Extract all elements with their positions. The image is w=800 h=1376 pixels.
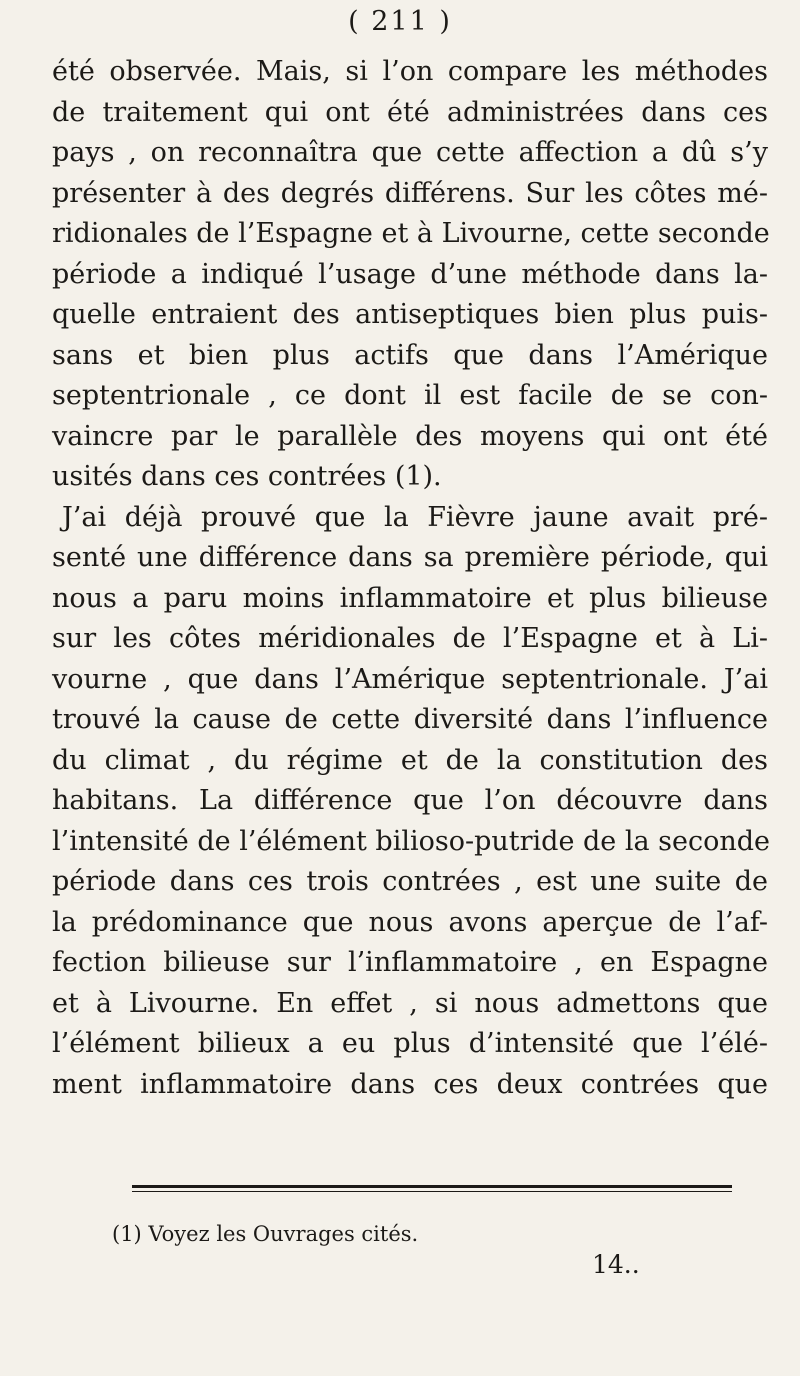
text-line: l’intensité de l’élément bilioso-putride de la seconde: [52, 825, 771, 857]
text-line: la prédominance que nous avons aperçue de l’af-: [52, 906, 768, 938]
footnote: (1) Voyez les Ouvrages cités.: [112, 1222, 419, 1246]
text-line: et à Livourne. En effet , si nous admettons que: [52, 987, 768, 1019]
text-line: senté une différence dans sa première période, qui: [52, 542, 768, 573]
text-line: sur les côtes méridionales de l’Espagne et à Li-: [52, 623, 768, 654]
text-line: du climat , du régime et de la constitution des: [52, 744, 768, 776]
text-line: habitans. La différence que l’on découvre dans: [52, 785, 768, 816]
text-line: nous a paru moins inflammatoire et plus bilieuse: [52, 582, 768, 614]
text-line: de traitement qui ont été administrées dans ces: [52, 96, 768, 128]
text-line: fection bilieuse sur l’inflammatoire , en Espagne: [52, 947, 768, 978]
text-line: ment inflammatoire dans ces deux contrées que: [52, 1068, 768, 1100]
page-number: ( 211 ): [348, 6, 452, 37]
text-line: été observée. Mais, si l’on compare les méthodes: [52, 56, 768, 87]
text-line: ridionales de l’Espagne et à Livourne, cette seconde: [52, 218, 770, 249]
text-line: présenter à des degrés différens. Sur les côtes mé-: [52, 177, 768, 209]
text-line: vaincre par le parallèle des moyens qui ont été: [52, 420, 768, 452]
text-line: sans et bien plus actifs que dans l’Amérique: [52, 339, 768, 371]
text-line: septentrionale , ce dont il est facile de se con-: [52, 380, 768, 411]
text-line: période dans ces trois contrées , est une suite de: [52, 866, 768, 897]
body-text: [52, 52, 771, 1105]
text-line: J’ai déjà prouvé que la Fièvre jaune avait pré-: [62, 501, 768, 533]
text-line: quelle entraient des antiseptiques bien plus puis-: [52, 299, 768, 330]
text-line: trouvé la cause de cette diversité dans l’influence: [52, 704, 768, 735]
text-line: pays , on reconnaîtra que cette affection a dû s’y: [52, 137, 768, 168]
text-line: usités dans ces contrées (1).: [52, 461, 442, 492]
text-line: l’élément bilieux a eu plus d’intensité que l’élé-: [52, 1028, 768, 1059]
text-line: vourne , que dans l’Amérique septentrionale. J’ai: [52, 663, 768, 695]
footnote-divider: [132, 1185, 732, 1188]
footnote-divider-thin: [132, 1191, 732, 1192]
signature-mark: 14..: [592, 1250, 640, 1279]
text-line: période a indiqué l’usage d’une méthode dans la-: [52, 258, 768, 290]
